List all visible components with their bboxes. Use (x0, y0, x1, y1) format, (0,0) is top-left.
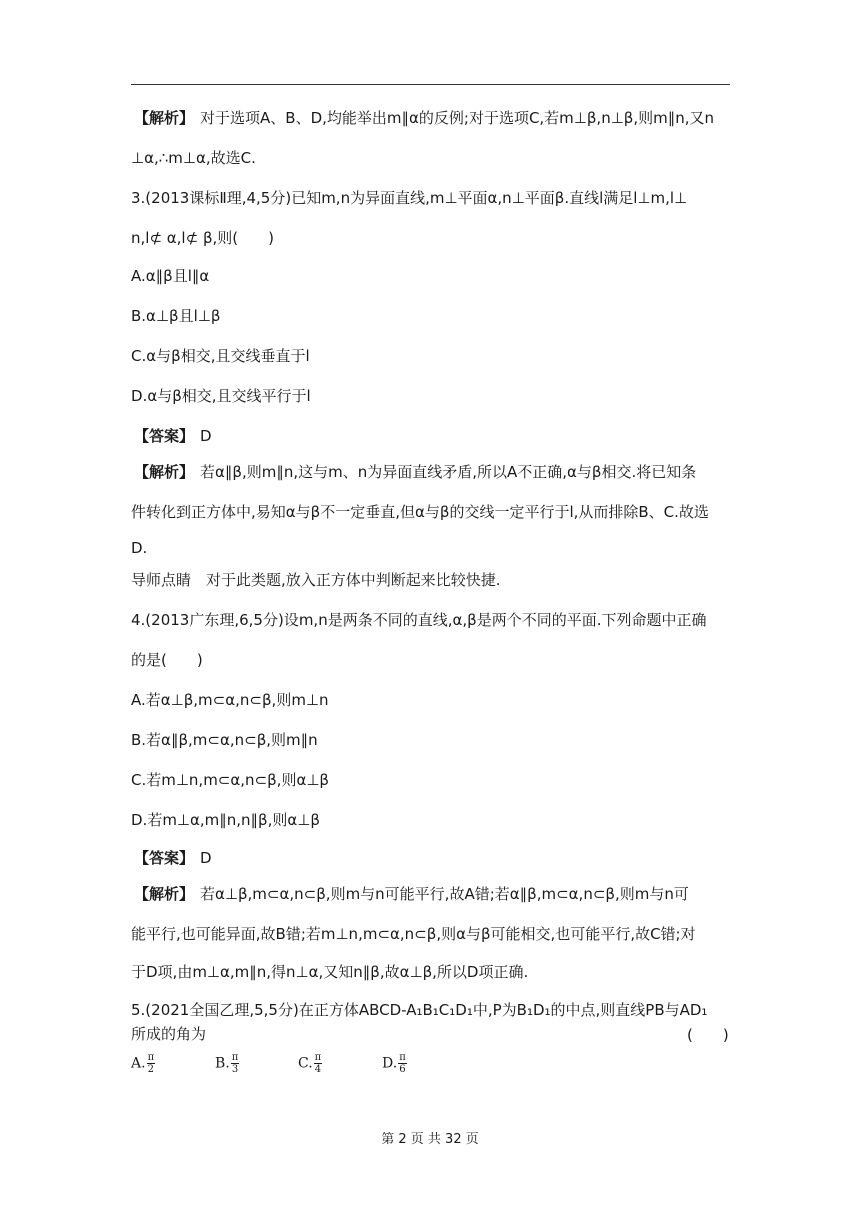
fraction-numerator: π (314, 1052, 322, 1063)
text-line (134, 462, 734, 482)
line-text: B.若α∥β,m⊂α,n⊂β,则m∥n (131, 731, 318, 749)
section-tag: 【答案】 (134, 849, 195, 867)
line-text: 于D项,由m⊥α,m∥n,得n⊥α,又知n∥β,故α⊥β,所以D项正确. (131, 963, 529, 981)
line-text: 5.(2021全国乙理,5,5分)在正方体ABCD-A₁B₁C₁D₁中,P为B₁D₁的中点,则直线PB与AD₁ (131, 1001, 708, 1019)
text-line (131, 228, 731, 248)
text-line (131, 962, 731, 982)
text-line (134, 108, 734, 128)
text-line (131, 690, 731, 710)
text-line (131, 538, 731, 558)
fraction-denominator: 4 (314, 1064, 322, 1075)
text-line (131, 924, 731, 944)
text-line (131, 1000, 731, 1020)
line-text: D.若m⊥α,m∥n,n∥β,则α⊥β (131, 811, 320, 829)
option-label: C. (298, 1055, 313, 1072)
line-text: D (200, 849, 212, 867)
fraction-numerator: π (147, 1052, 155, 1063)
line-text: A.若α⊥β,m⊂α,n⊂β,则m⊥n (131, 691, 329, 709)
text-line (131, 570, 731, 590)
text-line (131, 502, 731, 522)
line-text: 3.(2013课标Ⅱ理,4,5分)已知m,n为异面直线,m⊥平面α,n⊥平面β.直线l满足l⊥m,l⊥ (131, 189, 688, 207)
option-label: D. (382, 1055, 398, 1072)
fraction (398, 1052, 407, 1075)
line-text: 的是( ) (131, 651, 203, 669)
text-line (131, 610, 731, 630)
header-rule (131, 84, 730, 85)
line-text: B.α⊥β且l⊥β (131, 307, 221, 325)
line-text: 能平行,也可能异面,故B错;若m⊥n,m⊂α,n⊂β,则α与β可能相交,也可能平行,故C错;对 (131, 925, 696, 943)
line-text: 件转化到正方体中,易知α与β不一定垂直,但α与β的交线一定平行于l,从而排除B、C.故选 (131, 503, 709, 521)
text-line (131, 810, 731, 830)
text-line (134, 426, 734, 446)
text-line (131, 148, 731, 168)
page-footer: 第 2 页 共 32 页 (381, 1132, 479, 1147)
text-line (131, 306, 731, 326)
line-text: n,l⊄ α,l⊄ β,则( ) (131, 229, 274, 247)
section-tag: 【解析】 (134, 463, 195, 481)
fraction (314, 1052, 323, 1075)
option-label: A. (131, 1055, 146, 1072)
line-text: D.α与β相交,且交线平行于l (131, 387, 311, 405)
line-text: 4.(2013广东理,6,5分)设m,n是两条不同的直线,α,β是两个不同的平面.下列命题中正确 (131, 611, 707, 629)
option-c (298, 1052, 322, 1075)
text-line (131, 650, 731, 670)
text-line (134, 848, 734, 868)
text-line (131, 188, 731, 208)
option-b (215, 1052, 239, 1075)
line-text: 若α⊥β,m⊂α,n⊂β,则m与n可能平行,故A错;若α∥β,m⊂α,n⊂β,则m与n可 (200, 885, 689, 903)
text-line (131, 386, 731, 406)
fraction-denominator: 3 (231, 1064, 239, 1075)
fraction-numerator: π (231, 1052, 239, 1063)
line-text: 所成的角为 (131, 1025, 207, 1043)
fraction-numerator: π (399, 1052, 406, 1063)
line-text: D (200, 427, 212, 445)
line-text: 对于选项A、B、D,均能举出m∥α的反例;对于选项C,若m⊥β,n⊥β,则m∥n,又n (200, 109, 715, 127)
text-line (131, 730, 731, 750)
text-line (134, 884, 734, 904)
line-text: C.若m⊥n,m⊂α,n⊂β,则α⊥β (131, 771, 329, 789)
text-line (131, 770, 731, 790)
line-text: ⊥α,∴m⊥α,故选C. (131, 149, 256, 167)
line-text: 导师点睛 对于此类题,放入正方体中判断起来比较快捷. (131, 571, 501, 589)
text-line (131, 346, 731, 366)
section-tag: 【答案】 (134, 427, 195, 445)
answer-paren: ( ) (687, 1026, 729, 1044)
option-a (131, 1052, 155, 1075)
line-text: 若α∥β,则m∥n,这与m、n为异面直线矛盾,所以A不正确,α与β相交.将已知条 (200, 463, 697, 481)
fraction (147, 1052, 156, 1075)
fraction-denominator: 6 (399, 1064, 406, 1075)
line-text: D. (131, 539, 148, 557)
option-d (382, 1052, 407, 1075)
option-label: B. (215, 1055, 230, 1072)
line-text: A.α∥β且l∥α (131, 267, 210, 285)
fraction-denominator: 2 (147, 1064, 155, 1075)
text-line (131, 1024, 731, 1044)
section-tag: 【解析】 (134, 885, 195, 903)
section-tag: 【解析】 (134, 109, 195, 127)
line-text: C.α与β相交,且交线垂直于l (131, 347, 310, 365)
fraction (231, 1052, 240, 1075)
text-line (131, 266, 731, 286)
